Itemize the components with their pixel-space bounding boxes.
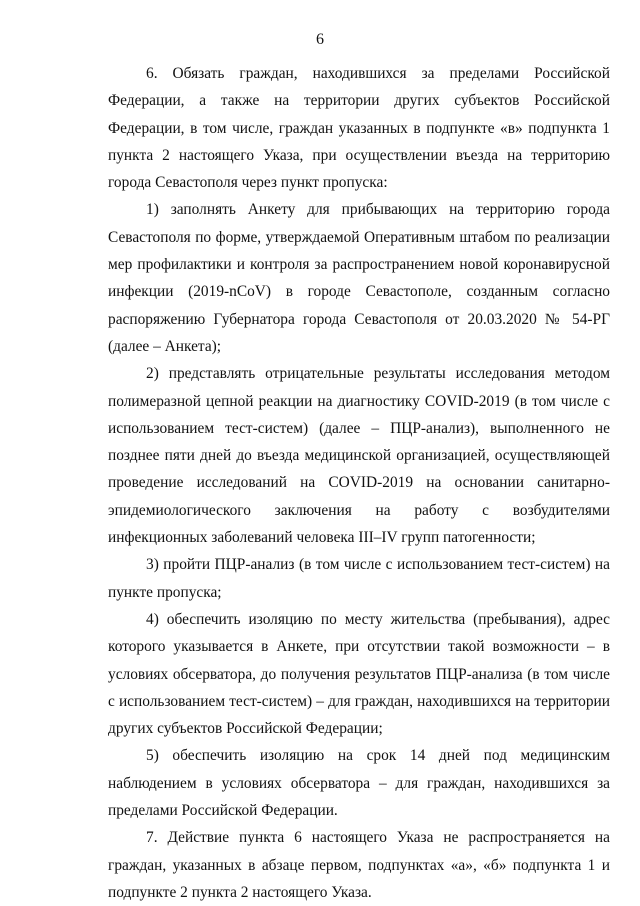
subitem-1-questionnaire: 1) заполнять Анкету для прибывающих на территорию города Севастополя по форме, утверждаемой Оперативным штабом по реализации мер профилактики и контроля за распространением новой коронавирусной инфекции (2019-nCoV) в городе Севастополе, созданным согласно распоряжению Губернатора города Севастополя от 20.03.2020 № 54-РГ (далее – Анкета); <box>108 201 610 355</box>
subitem-5-isolation-observator: 5) обеспечить изоляцию на срок 14 дней под медицинским наблюдением в условиях обсерватора – для граждан, находившихся за пределами Российской Федерации. <box>108 747 610 820</box>
subitem-2-pcr-results: 2) представлять отрицательные результаты исследования методом полимеразной цепной реакции на диагностику COVID-2019 (в том числе с использованием тест-систем) (далее – ПЦР-анализ), выполненного не позднее пяти дней до въезда медицинской организацией, осуществляющей проведение исследований на COVID-2019 на основании санитарно-эпидемиологического заключения на работу с возбудителями инфекционных заболеваний человека III–IV групп патогенности; <box>108 365 610 547</box>
subitem-4-isolation-residence: 4) обеспечить изоляцию по месту жительства (пребывания), адрес которого указывается в Анкете, при отсутствии такой возможности – в условиях обсерватора, до получения результатов ПЦР-анализа (в том числе с использованием тест-систем) – для граждан, находившихся на территории других субъектов Российской Федерации; <box>108 610 610 738</box>
subitem-3-pcr-at-checkpoint: 3) пройти ПЦР-анализ (в том числе с использованием тест-систем) на пункте пропуска; <box>108 556 610 601</box>
paragraph-item-6: 6. Обязать граждан, находившихся за пределами Российской Федерации, а также на территории других субъектов Российской Федерации, в том числе, граждан указанных в подпункте «в» подпункта 1 пункта 2 настоящего Указа, при осуществлении въезда на территорию города Севастополя через пункт пропуска: <box>108 65 610 192</box>
document-body <box>108 60 610 906</box>
paragraph-item-7: 7. Действие пункта 6 настоящего Указа не распространяется на граждан, указанных в абзаце первом, подпунктах «а», «б» подпункта 1 и подпункте 2 пункта 2 настоящего Указа. <box>108 829 610 901</box>
page-number: 6 <box>316 31 324 48</box>
